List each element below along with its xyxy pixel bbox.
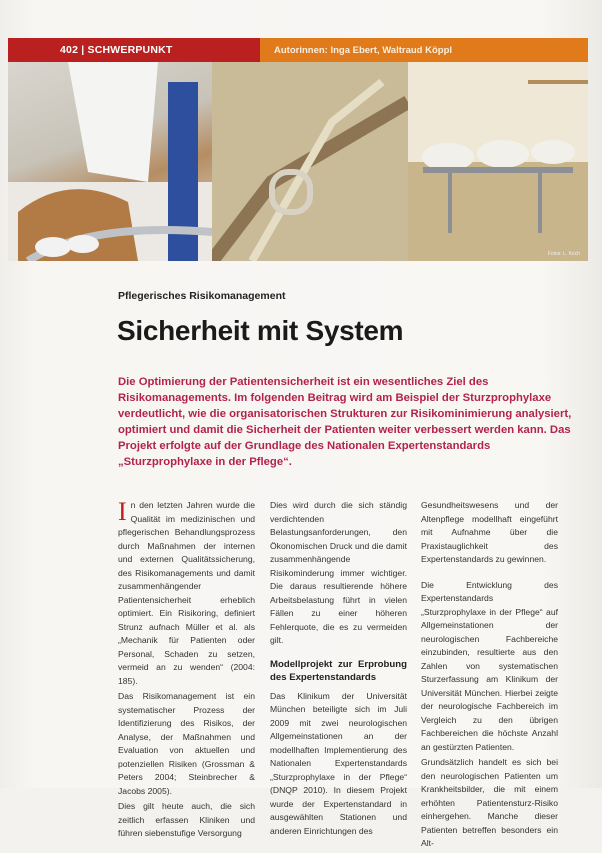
photo-waiting-chairs — [408, 62, 588, 261]
article-lead: Die Optimierung der Patientensicherheit ist ein wesentliches Ziel des Risikomanagements. Im folgenden Beitrag wird am Beispiel der Sturzprophylaxe verdeutlicht, wie die organisatorischen Strukturen zur Risikominimierung analysiert, optimiert und damit die Sicherheit der Patienten weiter verbessert werden kann. Das Projekt erfolgte auf der Grundlage des Nationalen Expertenstandards „Sturzprophylaxe in der Pflege“. — [118, 376, 572, 469]
photo-waiting-chairs-drawing — [408, 62, 588, 261]
drop-cap: I — [118, 497, 127, 526]
article-headline: Sicherheit mit System — [117, 315, 404, 346]
article-kicker: Pflegerisches Risikomanagement — [118, 290, 286, 302]
paragraph: Grundsätzlich handelt es sich bei den neurologischen Patienten um Krankheitsbilder, die mit einem erhöhten Patientensturz-Risiko einhergehen. Manche dieser Patienten betreffen besonders ein Alt- — [421, 757, 558, 848]
paragraph: Dies gilt heute auch, die sich zeitlich erfassen Kliniken und führen siebenstufige Versorgung — [118, 801, 255, 838]
section-label: 402 | SCHWERPUNKT — [8, 38, 260, 62]
paragraph: Das Klinikum der Universität München beteiligte sich im Juli 2009 mit zwei neurologischen Allgemeinstationen an der modellhaften Implementierung des Nationalen Expertenstandards „Sturzprophylaxe in der Pflege“ (DNQP 2010). In diesem Projekt wurde der Expertenstandard in ausgewählten Stationen und anderen Einrichtungen des — [270, 690, 407, 836]
paragraph-text: n den letzten Jahren wurde die Qualität im medizinischen und pflegerischen Behandlungsprozess durch Maßnahmen der internen und externen Qualitätssicherung, des Risikomanagements und damit zusammenhängender Patientensicherheit erheblich optimiert. Ein Risikoring, definiert Strunz aufnach Müller et al. als „Mechanik für Patienten oder Personal, Schaden zu setzen, vermeid an zu wenden“ (2004: 185). — [118, 500, 255, 686]
header-bar — [8, 38, 588, 62]
photo-handrail — [212, 62, 408, 261]
photo-strip — [8, 62, 588, 261]
paragraph — [118, 499, 255, 688]
paragraph: Das Risikomanagement ist ein systematischer Prozess der Identifizierung des Risikos, der Analyse, der Maßnahmen und Evaluation von aktuellen und potenziellen Risiken (Grossman & Peters 2004; Steinbrecher & Jacobs 2005). — [118, 691, 255, 796]
photo-patient-care-drawing — [8, 62, 212, 261]
paragraph: Gesundheitswesens und der Altenpflege modellhaft eingeführt mit Aufnahme über die Praxistauglichkeit des Expertenstandards zu gewinnen. — [421, 500, 558, 564]
photo-handrail-drawing — [212, 62, 408, 261]
body-column-3 — [421, 499, 558, 853]
section-subhead: Modellprojekt zur Erprobung des Expertenstandards — [270, 658, 407, 683]
photo-patient-care — [8, 62, 212, 261]
authors-line: Autorinnen: Inga Ebert, Waltraud Köppl — [260, 38, 588, 62]
paragraph: Dies wird durch die sich ständig verdichtenden Belastungsanforderungen, den Ökonomischen Druck und die damit zusammenhängende Risikominderung immer wichtiger. Die daraus resultierende höhere Arbeitsbelastung führt in vielen Fällen zu einer höheren Fehlerquote, die es zu vermeiden gilt. — [270, 500, 407, 645]
paragraph: Die Entwicklung des Expertenstandards „Sturzprophylaxe in der Pflege“ auf Allgemeinstationen der neurologischen Fachbereiche einzubinden, resultierte aus den Zahlen von systematischen Sturzerfassung am Klinikum der Universität München. Hierbei zeigte der neurologische Fachbereich im Vergleich zu den übrigen Fachbereichen die höchste Anzahl an gestürzten Patienten. — [421, 579, 558, 752]
photo-credit: Fotos: L. Koch — [547, 251, 580, 257]
body-column-1 — [118, 499, 255, 843]
body-column-2 — [270, 499, 407, 840]
